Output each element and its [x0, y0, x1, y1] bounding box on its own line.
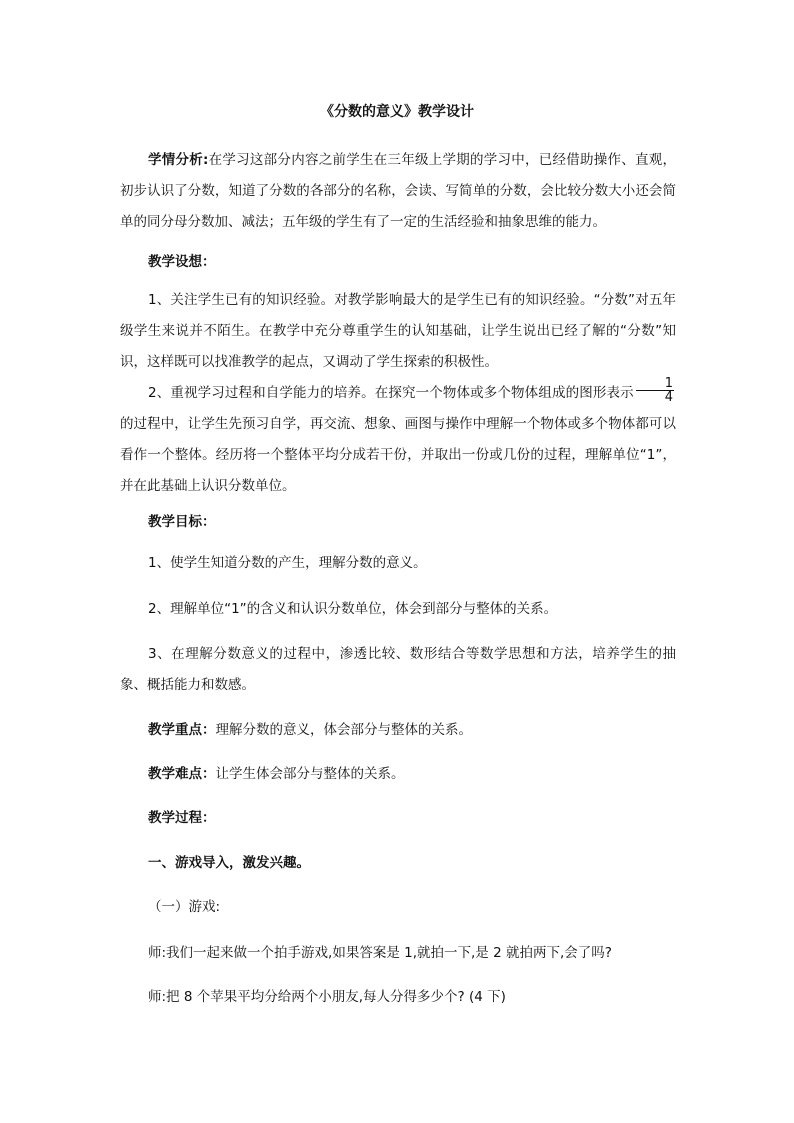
difficulty-label: 教学难点：: [148, 766, 216, 782]
key-point-label: 教学重点：: [148, 722, 216, 738]
goal-item-1: 1、使学生知道分数的产生，理解分数的意义。: [148, 555, 427, 571]
process-line-1: 师:我们一起来做一个拍手游戏,如果答案是 1,就拍一下,是 2 就拍两下,会了吗?: [148, 945, 612, 961]
analysis-label: 学情分析:: [148, 152, 209, 168]
design-item-2-after: 的过程中，让学生先预习自学，再交流、想象、画图与操作中理解一个物体或多个物体都可以看作一个整体。经历将一个整体平均分成若干份，并取出一份或几份的过程，理解单位“1”，并在此基础上认识分数单位。: [120, 416, 676, 494]
design-item-2-before: 2、重视学习过程和自学能力的培养。在探究一个物体或多个物体组成的图形表示: [148, 385, 634, 401]
key-point-paragraph: [120, 715, 676, 746]
design-heading: 教学设想：: [148, 254, 216, 270]
design-item-1: 1、关注学生已有的知识经验。对教学影响最大的是学生已有的知识经验。“分数”对五年级学生来说并不陌生。在教学中充分尊重学生的认知基础，让学生说出已经了解的“分数”知识，这样既可以找准教学的起点，又调动了学生探索的积极性。: [120, 292, 676, 370]
fraction-denominator: 4: [664, 389, 673, 405]
goals-heading: 教学目标：: [148, 514, 216, 530]
analysis-paragraph: [120, 145, 676, 238]
goal-item-2: 2、理解单位“1”的含义和认识分数单位，体会到部分与整体的关系。: [148, 601, 558, 617]
analysis-text: 在学习这部分内容之前学生在三年级上学期的学习中，已经借助操作、直观，初步认识了分数，知道了分数的各部分的名称，会读、写简单的分数，会比较分数大小还会简单的同分母分数加、减法；五年级的学生有了一定的生活经验和抽象思维的能力。: [120, 152, 677, 230]
difficulty-text: 让学生体会部分与整体的关系。: [215, 766, 405, 782]
process-heading: 教学过程：: [148, 810, 216, 826]
key-point-text: 理解分数的意义，体会部分与整体的关系。: [215, 722, 472, 738]
process-sub-1: （一）游戏:: [148, 899, 221, 915]
difficulty-paragraph: [120, 759, 676, 790]
fraction-numerator: 1: [636, 377, 674, 391]
design-item-2: [120, 375, 676, 502]
process-section-1: 一、游戏导入，激发兴趣。: [148, 855, 310, 871]
goal-item-3: 3、在理解分数意义的过程中，渗透比较、数形结合等数学思想和方法，培养学生的抽象、概括能力和数感。: [120, 646, 676, 693]
process-line-2: 师:把 8 个苹果平均分给两个小朋友,每人分得多少个? (4 下): [148, 989, 506, 1005]
fraction-one-quarter: [636, 377, 674, 404]
document-title: 《分数的意义》教学设计: [320, 104, 474, 120]
